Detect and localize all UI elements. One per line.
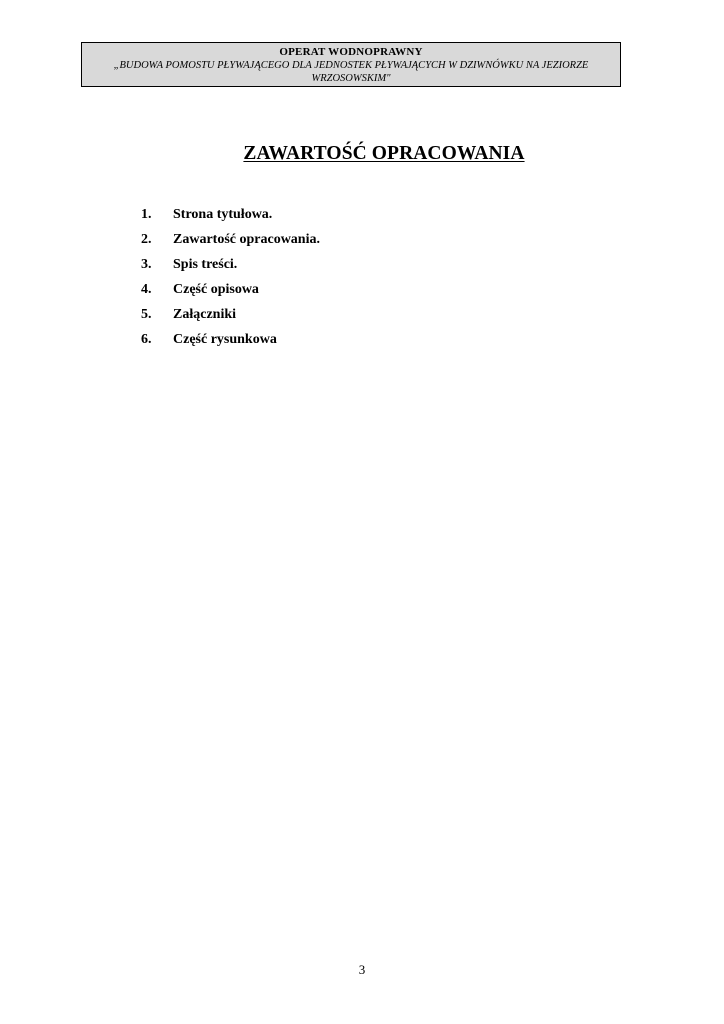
list-item-label: Załączniki (173, 307, 237, 322)
list-item-label: Strona tytułowa. (173, 207, 273, 222)
list-item (141, 331, 320, 356)
header-title: OPERAT WODNOPRAWNY (279, 46, 423, 58)
list-item-number: 1. (141, 207, 152, 222)
list-item (141, 306, 320, 331)
list-item-label: Część opisowa (173, 282, 259, 297)
header-subtitle: „BUDOWA POMOSTU PŁYWAJĄCEGO DLA JEDNOSTEK PŁYWAJĄCYCH W DZIWNÓWKU NA JEZIORZE WRZOSOWSKIM" (113, 60, 589, 84)
list-item-number: 4. (141, 282, 152, 297)
list-item-number: 5. (141, 307, 152, 322)
list-item-number: 6. (141, 332, 152, 347)
page-number: 3 (358, 962, 366, 977)
list-item (141, 281, 320, 306)
document-header (81, 42, 621, 87)
list-item-label: Zawartość opracowania. (173, 232, 320, 247)
list-item (141, 206, 320, 231)
contents-list (141, 206, 320, 356)
page-title: ZAWARTOŚĆ OPRACOWANIA (243, 143, 525, 164)
list-item (141, 231, 320, 256)
list-item-label: Część rysunkowa (173, 332, 277, 347)
list-item-number: 3. (141, 257, 152, 272)
list-item-label: Spis treści. (173, 257, 238, 272)
list-item (141, 256, 320, 281)
list-item-number: 2. (141, 232, 152, 247)
